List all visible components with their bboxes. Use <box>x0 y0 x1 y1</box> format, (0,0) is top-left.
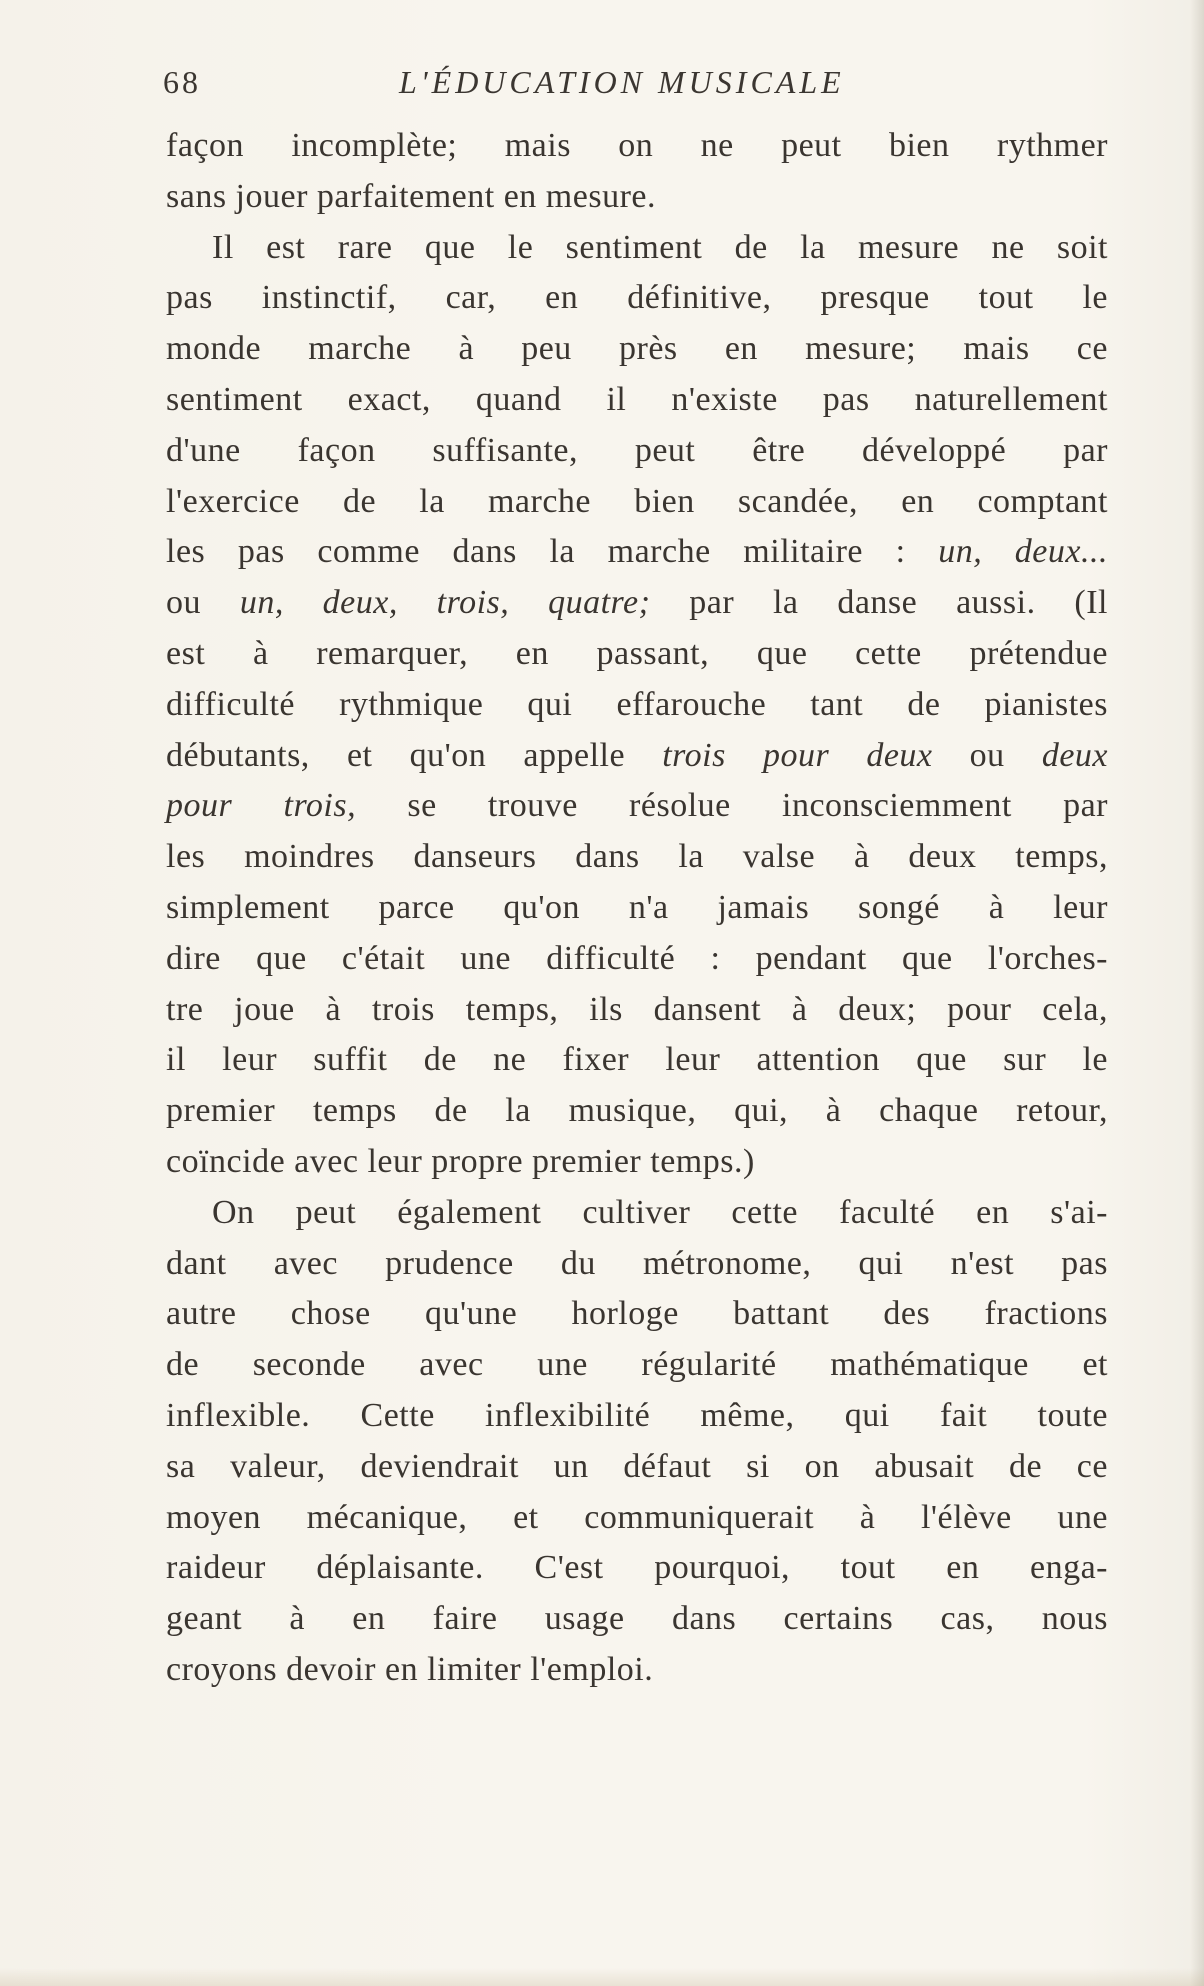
text-line <box>166 1086 1108 1137</box>
italic-text: deux <box>1041 736 1108 774</box>
text-line <box>166 578 1108 629</box>
text-run: pas instinctif, car, en définitive, presque tout le <box>166 279 1108 317</box>
text-run: difficulté rythmique qui effarouche tant de pianistes <box>166 685 1108 723</box>
page-bottom-shadow <box>0 1968 1204 1986</box>
text-line <box>166 731 1108 782</box>
text-run: On peut également cultiver cette faculté en s'ai- <box>212 1193 1108 1231</box>
text-run: les pas comme dans la marche militaire : <box>166 533 939 571</box>
page-edge-shadow <box>1190 0 1204 1986</box>
text-run: moyen mécanique, et communiquerait à l'élève une <box>166 1498 1108 1536</box>
text-run: par la danse aussi. (Il <box>650 584 1108 622</box>
text-line <box>166 172 1108 223</box>
text-line <box>166 1493 1108 1544</box>
text-run: Il est rare que le sentiment de la mesure ne soit <box>212 228 1108 266</box>
text-line <box>166 832 1108 883</box>
text-line <box>166 1035 1108 1086</box>
text-line <box>166 883 1108 934</box>
text-line <box>166 1137 1108 1188</box>
text-run: raideur déplaisante. C'est pourquoi, tout en enga- <box>166 1549 1108 1587</box>
text-line <box>166 375 1108 426</box>
page-header <box>163 64 875 104</box>
text-run: monde marche à peu près en mesure; mais ce <box>166 330 1108 368</box>
text-run: l'exercice de la marche bien scandée, en comptant <box>166 482 1108 520</box>
text-run: ou <box>932 736 1042 774</box>
text-run: les moindres danseurs dans la valse à deux temps, <box>166 838 1108 876</box>
italic-text: pour trois, <box>166 787 357 825</box>
text-line <box>166 223 1108 274</box>
text-run: geant à en faire usage dans certains cas, nous <box>166 1600 1108 1638</box>
text-run: est à remarquer, en passant, que cette prétendue <box>166 634 1108 672</box>
text-line <box>166 781 1108 832</box>
text-line <box>166 426 1108 477</box>
text-line <box>166 1645 1108 1696</box>
text-line <box>166 1594 1108 1645</box>
italic-text: un, deux... <box>938 533 1108 571</box>
text-run: débutants, et qu'on appelle <box>166 736 663 774</box>
text-run: sentiment exact, quand il n'existe pas naturellement <box>166 380 1108 418</box>
text-line <box>166 477 1108 528</box>
text-run: tre joue à trois temps, ils dansent à deux; pour cela, <box>166 990 1108 1028</box>
text-line <box>166 527 1108 578</box>
text-run: ou <box>166 584 240 622</box>
text-run: coïncide avec leur propre premier temps.) <box>166 1142 755 1180</box>
text-run: d'une façon suffisante, peut être développé par <box>166 431 1108 469</box>
text-run: croyons devoir en limiter l'emploi. <box>166 1650 654 1688</box>
text-line <box>166 121 1108 172</box>
text-line <box>166 1239 1108 1290</box>
text-run: de seconde avec une régularité mathématique et <box>166 1346 1108 1384</box>
text-line <box>166 1289 1108 1340</box>
text-run: se trouve résolue inconsciemment par <box>356 787 1108 825</box>
text-line <box>166 1340 1108 1391</box>
text-line <box>166 629 1108 680</box>
text-line <box>166 1543 1108 1594</box>
text-run: façon incomplète; mais on ne peut bien rythmer <box>166 127 1108 164</box>
text-line <box>166 1442 1108 1493</box>
text-run: autre chose qu'une horloge battant des fractions <box>166 1295 1108 1333</box>
text-run: sa valeur, deviendrait un défaut si on abusait de ce <box>166 1447 1108 1485</box>
text-line <box>166 1391 1108 1442</box>
text-line <box>166 985 1108 1036</box>
text-line <box>166 324 1108 375</box>
text-run: premier temps de la musique, qui, à chaque retour, <box>166 1092 1108 1130</box>
italic-text: trois pour deux <box>662 736 933 774</box>
text-run: dire que c'était une difficulté : pendant que l'orches- <box>166 939 1108 977</box>
text-line <box>166 680 1108 731</box>
italic-text: un, deux, trois, quatre; <box>239 584 651 622</box>
text-run: inflexible. Cette inflexibilité même, qui fait toute <box>166 1396 1108 1434</box>
text-line <box>166 273 1108 324</box>
page-number: 68 <box>163 64 201 100</box>
body-text <box>166 121 1108 1696</box>
text-run: dant avec prudence du métronome, qui n'est pas <box>166 1244 1108 1282</box>
text-line <box>166 1188 1108 1239</box>
text-run: il leur suffit de ne fixer leur attention que sur le <box>166 1041 1108 1079</box>
running-title: L'ÉDUCATION MUSICALE <box>399 64 845 100</box>
text-run: simplement parce qu'on n'a jamais songé à leur <box>166 888 1108 926</box>
text-line <box>166 934 1108 985</box>
text-run: sans jouer parfaitement en mesure. <box>166 177 656 215</box>
